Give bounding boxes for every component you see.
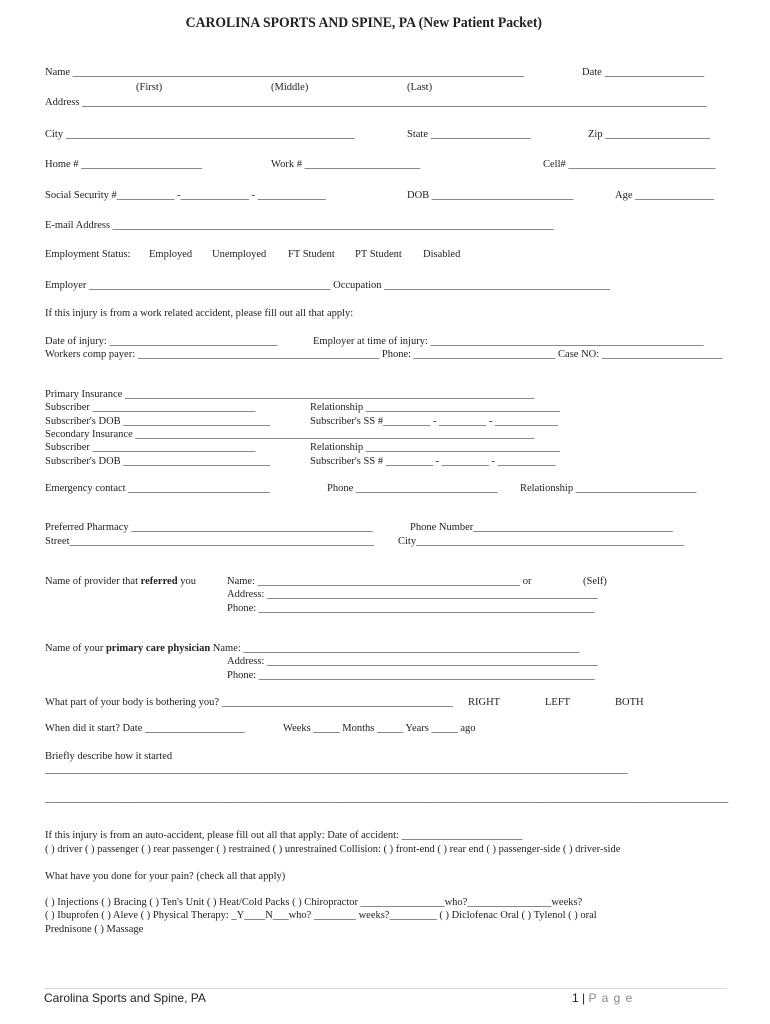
subscriber-dob-1-field[interactable]: Subscriber's DOB ____________________________	[45, 416, 271, 427]
first-label: (First)	[136, 82, 163, 93]
emergency-relationship-field[interactable]: Relationship _______________________	[520, 483, 697, 494]
middle-label: (Middle)	[271, 82, 309, 93]
subscriber-dob-2-field[interactable]: Subscriber's DOB ____________________________	[45, 456, 271, 467]
pain-question: What have you done for your pain? (check all that apply)	[45, 871, 286, 882]
referrer-address-field[interactable]: Address: _______________________________________________________________	[227, 589, 598, 600]
primary-insurance-field[interactable]: Primary Insurance ______________________________________________________________________________	[45, 389, 535, 400]
relationship-2-field[interactable]: Relationship _____________________________________	[310, 442, 560, 453]
disabled-option[interactable]: Disabled	[423, 249, 461, 260]
describe-line-2[interactable]: ________________________________________________________________________________________________________________________________________	[45, 793, 729, 804]
dob-field[interactable]: DOB ___________________________	[407, 190, 574, 201]
work-injury-intro: If this injury is from a work related accident, please fill out all that apply:	[45, 308, 354, 319]
date-field[interactable]: Date ___________________	[582, 67, 705, 78]
pcp-phone-field[interactable]: Phone: ________________________________________________________________	[227, 670, 595, 681]
employer-occupation-field[interactable]: Employer ______________________________________________ Occupation ___________________________________________	[45, 280, 610, 291]
city-field[interactable]: City _______________________________________________________	[45, 129, 355, 140]
auto-accident-options[interactable]: ( ) driver ( ) passenger ( ) rear passenger ( ) restrained ( ) unrestrained Collision: ( ) front-end ( ) rear end ( ) passenger-side ( ) driver-side	[45, 844, 621, 855]
date-of-injury-field[interactable]: Date of injury: ________________________________	[45, 336, 278, 347]
last-label: (Last)	[407, 82, 433, 93]
self-option[interactable]: (Self)	[583, 576, 607, 587]
ssn-field[interactable]: Social Security #___________ -_____________ - _____________	[45, 190, 326, 201]
age-field[interactable]: Age _______________	[615, 190, 714, 201]
zip-field[interactable]: Zip ____________________	[588, 129, 711, 140]
pharmacy-phone-field[interactable]: Phone Number______________________________________	[410, 522, 673, 533]
referred-label: Name of provider that referred you	[45, 576, 196, 587]
pain-options-row-2[interactable]: ( ) Ibuprofen ( ) Aleve ( ) Physical Therapy: _Y____N___who? ________ weeks?_________ ( ) Diclofenac Oral ( ) Tylenol ( ) oral	[45, 910, 597, 921]
footer-divider	[44, 988, 727, 989]
right-option[interactable]: RIGHT	[468, 697, 501, 708]
left-option[interactable]: LEFT	[545, 697, 571, 708]
secondary-insurance-field[interactable]: Secondary Insurance ____________________________________________________________________________	[45, 429, 535, 440]
unemployed-option[interactable]: Unemployed	[212, 249, 267, 260]
emergency-phone-field[interactable]: Phone ___________________________	[327, 483, 498, 494]
work-phone-field[interactable]: Work # ______________________	[271, 159, 421, 170]
duration-field[interactable]: Weeks _____ Months _____ Years _____ ago	[283, 723, 476, 734]
state-field[interactable]: State ___________________	[407, 129, 531, 140]
subscriber-2-field[interactable]: Subscriber _______________________________	[45, 442, 256, 453]
subscriber-ss-2-field[interactable]: Subscriber's SS # _________ - _________ - ___________	[310, 456, 556, 467]
both-option[interactable]: BOTH	[615, 697, 644, 708]
footer-practice-name: Carolina Sports and Spine, PA	[44, 991, 206, 1005]
referrer-phone-field[interactable]: Phone: ________________________________________________________________	[227, 603, 595, 614]
footer-page-number: 1 | P a g e	[572, 991, 634, 1005]
pharmacy-city-field[interactable]: City___________________________________________________	[398, 536, 684, 547]
subscriber-ss-1-field[interactable]: Subscriber's SS #_________ - _________ - ____________	[310, 416, 559, 427]
employment-status-label: Employment Status:	[45, 249, 131, 260]
pcp-label: Name of your primary care physician Name: ________________________________________________________________	[45, 643, 580, 654]
describe-label: Briefly describe how it started	[45, 751, 173, 762]
ft-student-option[interactable]: FT Student	[288, 249, 335, 260]
auto-accident-intro[interactable]: If this injury is from an auto-accident, please fill out all that apply: Date of accident: _______________________	[45, 830, 523, 841]
referrer-name-field[interactable]: Name: __________________________________________________ or	[227, 576, 532, 587]
relationship-1-field[interactable]: Relationship _____________________________________	[310, 402, 560, 413]
name-field[interactable]: Name ______________________________________________________________________________________	[45, 67, 525, 78]
emergency-contact-field[interactable]: Emergency contact ___________________________	[45, 483, 270, 494]
body-part-field[interactable]: What part of your body is bothering you? ____________________________________________	[45, 697, 453, 708]
pcp-address-field[interactable]: Address: _______________________________________________________________	[227, 656, 598, 667]
pain-options-row-3[interactable]: Prednisone ( ) Massage	[45, 924, 144, 935]
describe-line-1[interactable]: _______________________________________________________________________________________________________________	[45, 764, 628, 775]
pain-options-row-1[interactable]: ( ) Injections ( ) Bracing ( ) Ten's Unit ( ) Heat/Cold Packs ( ) Chiropractor ________________who?________________weeks?	[45, 897, 583, 908]
employer-at-injury-field[interactable]: Employer at time of injury: ____________________________________________________	[313, 336, 704, 347]
address-field[interactable]: Address _______________________________________________________________________________________________________________________	[45, 97, 707, 108]
pharmacy-field[interactable]: Preferred Pharmacy ______________________________________________	[45, 522, 373, 533]
page-title: CAROLINA SPORTS AND SPINE, PA (New Patient Packet)	[185, 15, 542, 31]
cell-phone-field[interactable]: Cell# ____________________________	[543, 159, 716, 170]
pt-student-option[interactable]: PT Student	[355, 249, 402, 260]
start-date-field[interactable]: When did it start? Date ___________________	[45, 723, 245, 734]
home-phone-field[interactable]: Home # _______________________	[45, 159, 202, 170]
workers-comp-field[interactable]: Workers comp payer: ______________________________________________ Phone: ___________________________ Case NO: _______________________	[45, 349, 723, 360]
pharmacy-street-field[interactable]: Street__________________________________________________________	[45, 536, 374, 547]
subscriber-1-field[interactable]: Subscriber _______________________________	[45, 402, 256, 413]
email-field[interactable]: E-mail Address ____________________________________________________________________________________	[45, 220, 554, 231]
employed-option[interactable]: Employed	[149, 249, 193, 260]
